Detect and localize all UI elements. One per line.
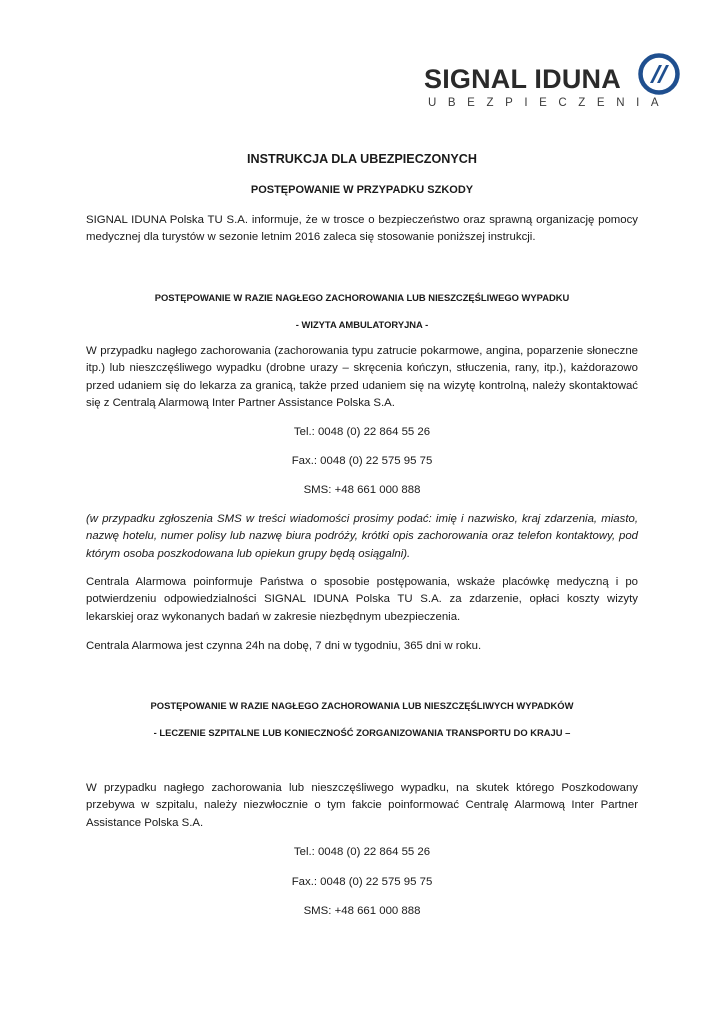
document-title: INSTRUKCJA DLA UBEZPIECZONYCH (247, 152, 477, 166)
section1-info: Centrala Alarmowa poinformuje Państwa o sposobie postępowania, wskaże placówkę medyczną i po potwierdzeniu odpowiedzialności SIGNAL IDUNA Polska TU S.A. za zdarzenie, opłaci koszty wizyty lekarskiej oraz wykonanych badań w zakresie niezbędnym ubezpieczenia. (86, 576, 638, 623)
section2-sms: SMS: +48 661 000 888 (303, 905, 421, 917)
section1-sms-note: (w przypadku zgłoszenia SMS w treści wiadomości prosimy podać: imię i nazwisko, kraj zdarzenia, miasto, nazwę hotelu, numer polisy lub nazwę biura podróży, krótki opis zachorowania oraz telefon kontaktowy, pod którym osoba poszkodowana lub opiekun grupy będą osiągalni). (86, 513, 638, 560)
section1-heading: POSTĘPOWANIE W RAZIE NAGŁEGO ZACHOROWANIA LUB NIESZCZĘŚLIWEGO WYPADKU (154, 292, 570, 303)
document-subtitle: POSTĘPOWANIE W PRZYPADKU SZKODY (250, 184, 474, 196)
company-logo (424, 52, 680, 112)
logo-name: SIGNAL IDUNA (424, 64, 621, 94)
logo-subtitle: UBEZPIECZENIA (428, 97, 671, 109)
section2-tel: Tel.: 0048 (0) 22 864 55 26 (293, 846, 431, 858)
section2-fax: Fax.: 0048 (0) 22 575 95 75 (291, 876, 433, 888)
section2-paragraph: W przypadku nagłego zachorowania lub nieszczęśliwego wypadku, na skutek którego Poszkodowany przebywa w szpitalu, należy niezwłocznie o tym fakcie poinformować Centralę Alarmową Inter Partner Assistance Polska S.A. (86, 782, 638, 829)
section2-heading: POSTĘPOWANIE W RAZIE NAGŁEGO ZACHOROWANIA LUB NIESZCZĘŚLIWYCH WYPADKÓW (150, 700, 574, 711)
section2-subheading: - LECZENIE SZPITALNE LUB KONIECZNOŚĆ ZORGANIZOWANIA TRANSPORTU DO KRAJU – (153, 727, 571, 738)
section1-tel: Tel.: 0048 (0) 22 864 55 26 (293, 426, 431, 438)
section1-hours: Centrala Alarmowa jest czynna 24h na dobę, 7 dni w tygodniu, 365 dni w roku. (86, 640, 482, 652)
section1-subheading: - WIZYTA AMBULATORYJNA - (295, 319, 429, 330)
section1-paragraph: W przypadku nagłego zachorowania (zachorowania typu zatrucie pokarmowe, angina, poparzenie słoneczne itp.) lub nieszczęśliwego wypadku (drobne urazy – skręcenia kończyn, stłuczenia, rany, itp.), każdorazowo przed udaniem się do lekarza za granicą, także przed udaniem się na wizytę kontrolną, należy skontaktować się z Centralą Alarmową Inter Partner Assistance Polska S.A. (86, 345, 638, 410)
signal-iduna-emblem-icon (637, 52, 681, 96)
section1-sms: SMS: +48 661 000 888 (303, 484, 421, 496)
intro-paragraph: SIGNAL IDUNA Polska TU S.A. informuje, że w trosce o bezpieczeństwo oraz sprawną organizację pomocy medycznej dla turystów w sezonie letnim 2016 zaleca się stosowanie poniższej instrukcji. (86, 214, 638, 244)
section1-fax: Fax.: 0048 (0) 22 575 95 75 (291, 455, 433, 467)
